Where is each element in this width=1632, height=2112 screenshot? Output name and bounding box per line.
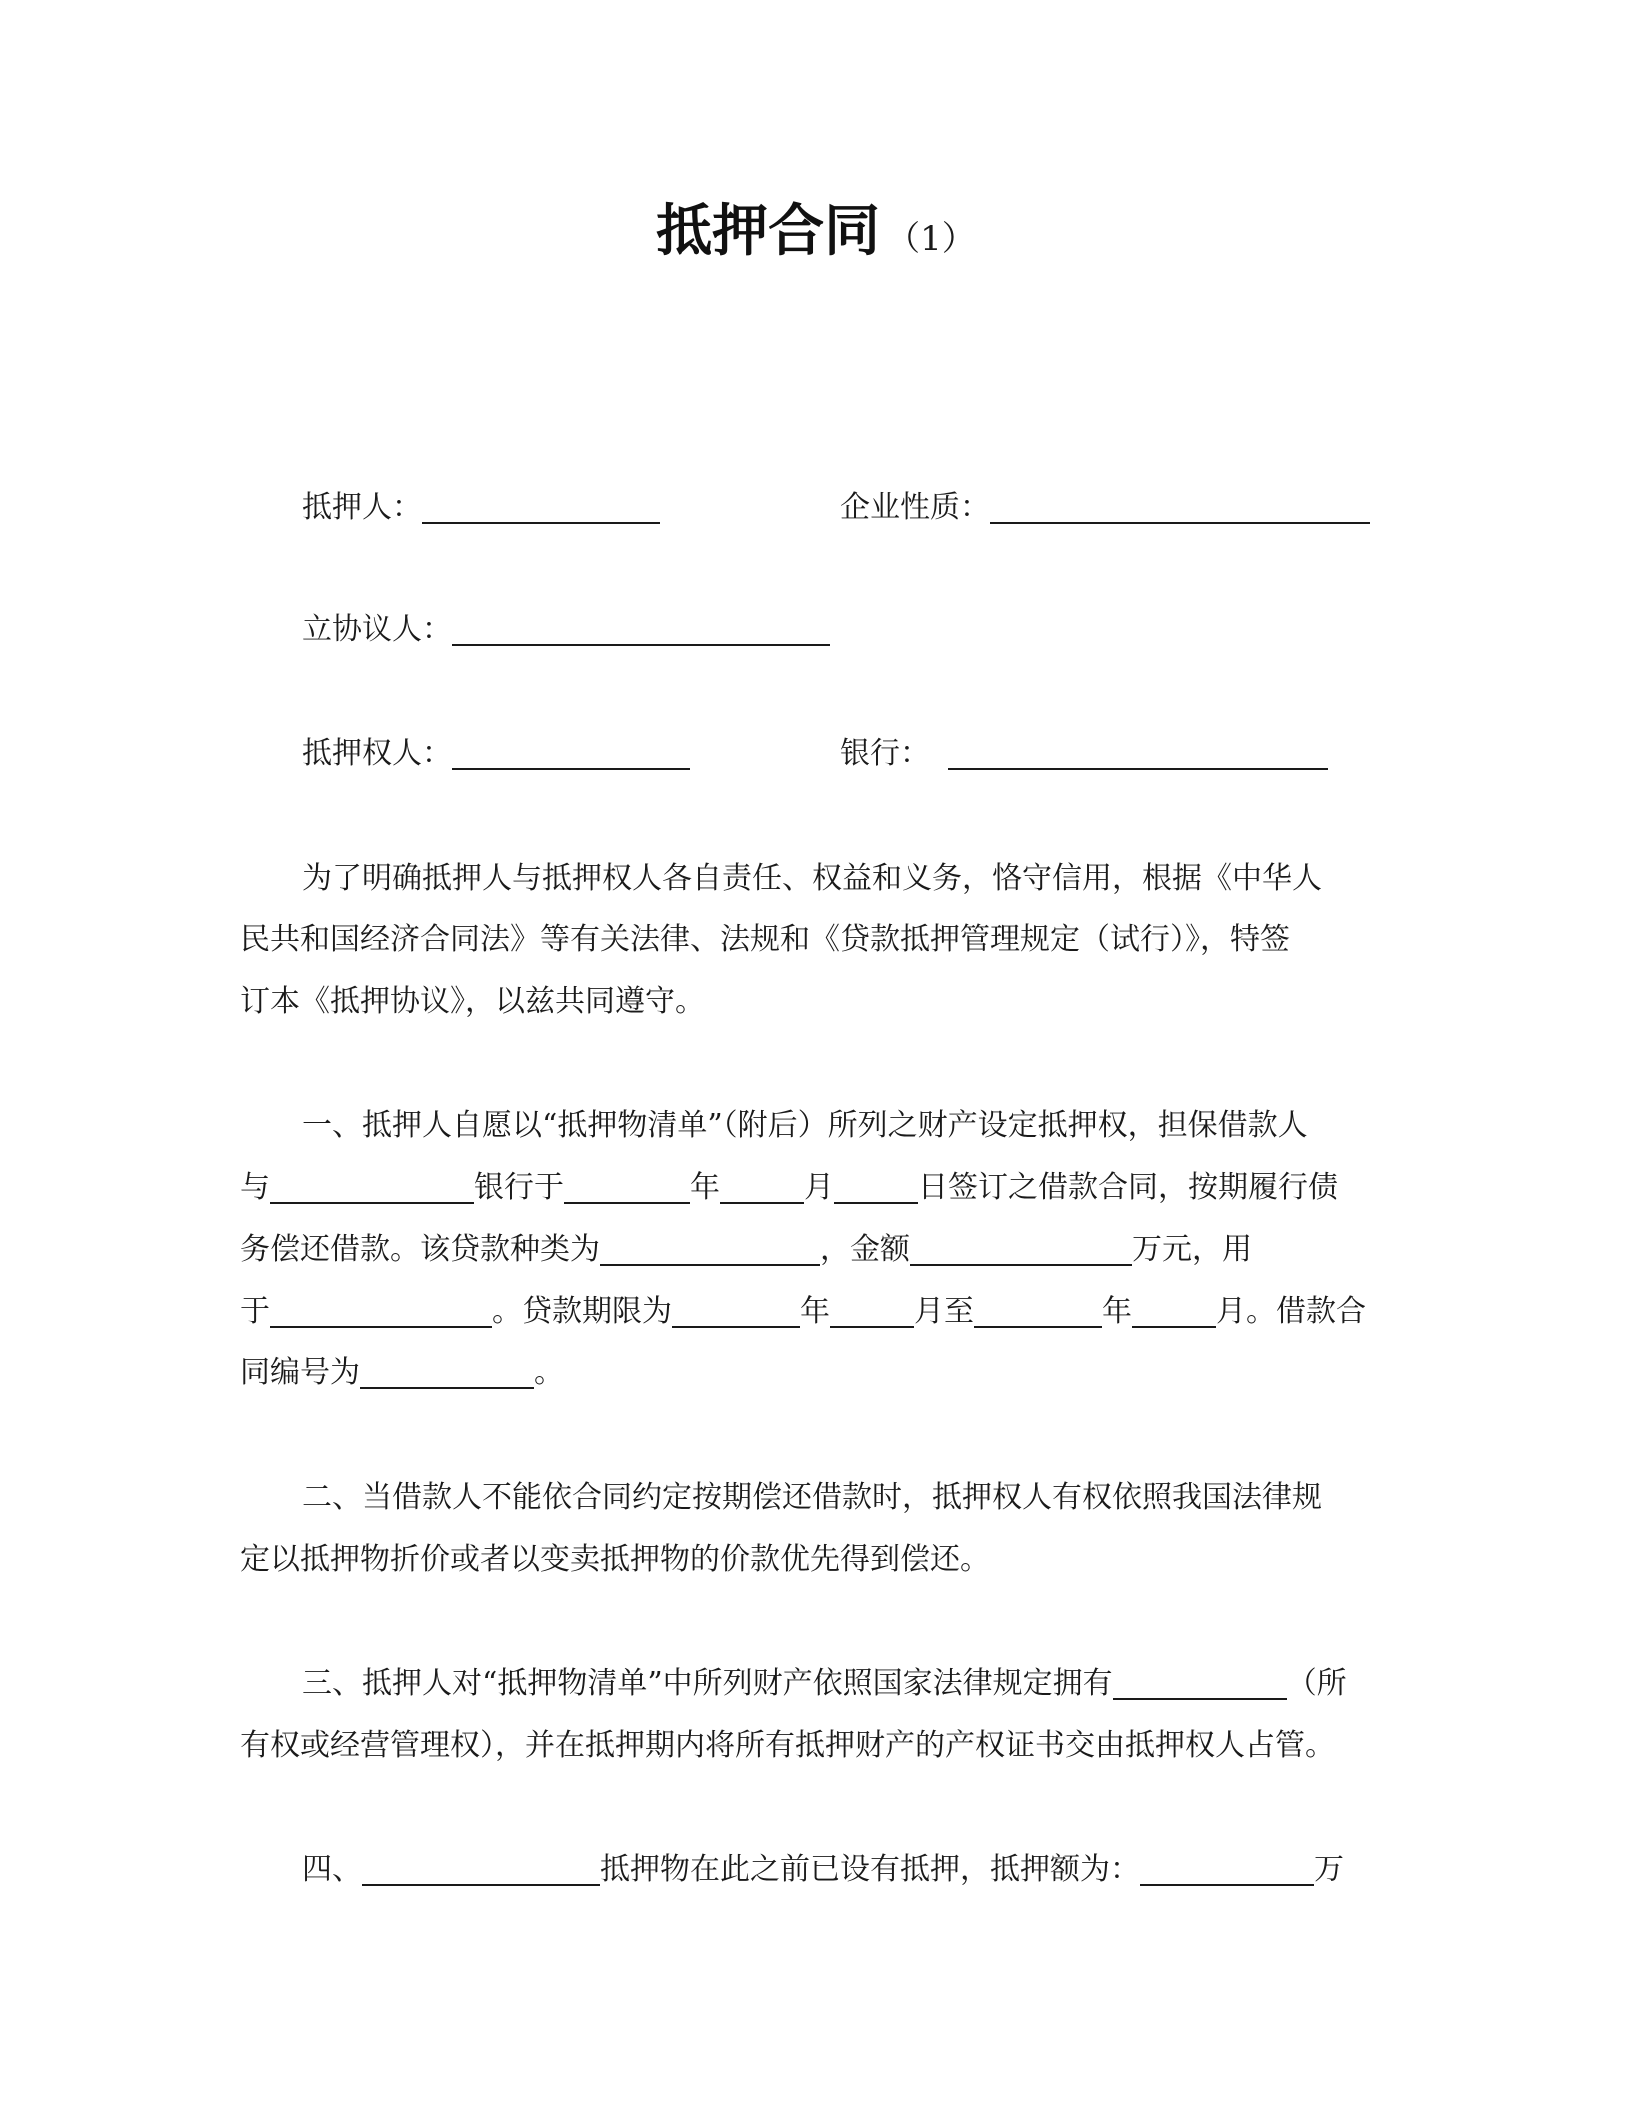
bank-blank [948, 734, 1328, 770]
clause1-text: 年 [690, 1170, 720, 1205]
bank-label: 银行： [840, 736, 930, 771]
clause1-text: ，金额 [820, 1232, 910, 1267]
clause1-loan-type-blank [600, 1230, 820, 1266]
clause1-text: 务偿还借款。该贷款种类为 [240, 1232, 600, 1267]
clause1-year-blank [564, 1168, 690, 1204]
clause1-text: 月。借款合 [1216, 1294, 1366, 1329]
enterprise-nature-blank [990, 488, 1370, 524]
clause1-text: 月 [804, 1170, 834, 1205]
clause4-text: 抵押物在此之前已设有抵押，抵押额为： [600, 1852, 1140, 1887]
clause1-text: 。 [534, 1355, 564, 1390]
preamble-line-2: 民共和国经济合同法》等有关法律、法规和《贷款抵押管理规定（试行）》，特签 [240, 922, 1290, 957]
clause1-line-4 [240, 1290, 1366, 1334]
clause1-end-year-blank [974, 1292, 1102, 1328]
clause1-purpose-blank [270, 1292, 492, 1328]
clause1-text: 年 [1102, 1294, 1132, 1329]
clause1-start-year-blank [672, 1292, 800, 1328]
clause1-month-blank [720, 1168, 804, 1204]
clause2-line-1: 二、当借款人不能依合同约定按期偿还借款时，抵押权人有权依照我国法律规 [302, 1480, 1322, 1515]
clause3-text: （所 [1286, 1666, 1347, 1701]
mortgagor-label: 抵押人： [302, 490, 422, 525]
agreement-party-label: 立协议人： [302, 612, 452, 647]
clause1-text: 与 [240, 1170, 270, 1205]
clause4-text: 四、 [302, 1852, 362, 1887]
clause1-line-5 [240, 1351, 564, 1395]
clause1-text: 日签订之借款合同，按期履行债 [918, 1170, 1338, 1205]
clause1-text: 。贷款期限为 [492, 1294, 672, 1329]
agreement-party-blank [452, 610, 830, 646]
clause1-line-3 [240, 1228, 1252, 1272]
mortgagor-blank [422, 488, 660, 524]
clause4-text: 万 [1314, 1852, 1344, 1887]
agreement-party-row [302, 608, 830, 652]
clause1-text: 同编号为 [240, 1355, 360, 1390]
clause1-contract-no-blank [360, 1353, 534, 1389]
clause2-line-2: 定以抵押物折价或者以变卖抵押物的价款优先得到偿还。 [240, 1542, 990, 1577]
clause4-property-blank [362, 1850, 600, 1886]
clause4-amount-blank [1140, 1850, 1314, 1886]
clause3-right-type-blank [1113, 1664, 1287, 1700]
clause1-text: 月至 [914, 1294, 974, 1329]
clause3-line-2: 有权或经营管理权），并在抵押期内将所有抵押财产的产权证书交由抵押权人占管。 [240, 1728, 1335, 1763]
clause3-text: 三、抵押人对“抵押物清单”中所列财产依照国家法律规定拥有 [302, 1666, 1113, 1701]
clause3-line-1 [302, 1662, 1347, 1706]
clause1-text: 银行于 [474, 1170, 564, 1205]
clause1-text: 年 [800, 1294, 830, 1329]
preamble-line-3: 订本《抵押协议》，以兹共同遵守。 [240, 984, 705, 1019]
clause1-text: 于 [240, 1294, 270, 1329]
title-main: 抵押合同 [656, 199, 881, 264]
clause1-line-1: 一、抵押人自愿以“抵押物清单”（附后）所列之财产设定抵押权，担保借款人 [302, 1108, 1308, 1143]
enterprise-nature-row [840, 486, 1370, 530]
mortgagee-label: 抵押权人： [302, 736, 452, 771]
document-title [0, 192, 1632, 285]
clause1-amount-blank [910, 1230, 1132, 1266]
enterprise-nature-label: 企业性质： [840, 490, 990, 525]
clause1-end-month-blank [1132, 1292, 1216, 1328]
preamble-line-1: 为了明确抵押人与抵押权人各自责任、权益和义务，恪守信用，根据《中华人 [302, 861, 1322, 896]
clause4-line-1 [302, 1848, 1344, 1892]
clause1-day-blank [834, 1168, 918, 1204]
mortgagee-row [302, 732, 690, 776]
mortgagee-blank [452, 734, 690, 770]
title-sub: （1） [886, 219, 976, 259]
mortgagor-row [302, 486, 660, 530]
clause1-line-2 [240, 1166, 1338, 1210]
clause1-lender-blank [270, 1168, 474, 1204]
clause1-text: 万元，用 [1132, 1232, 1252, 1267]
clause1-start-month-blank [830, 1292, 914, 1328]
bank-row [840, 732, 1328, 776]
